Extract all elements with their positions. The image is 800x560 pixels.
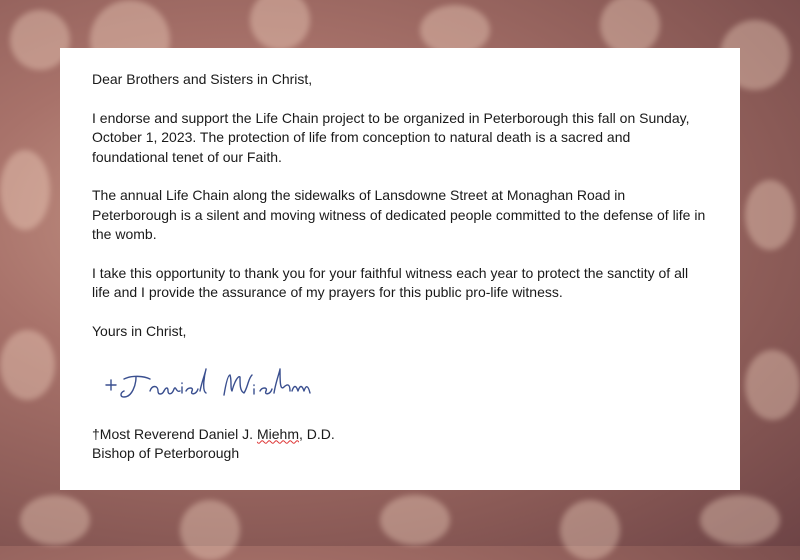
paragraph-thanks: I take this opportunity to thank you for your faithful witness each year to protect the sanctity of all life and I provide the assurance of my prayers for this public pro-life witness. — [92, 264, 689, 300]
paragraph-life-chain: The annual Life Chain along the sidewalks of Lansdowne Street at Monaghan Road in Peterborough is a silent and moving witness of dedicated people committed to the defense of life in the womb. — [92, 187, 706, 242]
signer-surname: Miehm — [256, 425, 299, 442]
closing: Yours in Christ, — [92, 322, 187, 339]
paragraph-endorsement: I endorse and support the Life Chain project to be organized in Peterborough this fall on Sunday, October 1, 2023. The protection of life from conception to natural death is a sacred and foundational tenet of our Faith. — [92, 109, 690, 165]
salutation: Dear Brothers and Sisters in Christ, — [92, 71, 313, 87]
letter-page — [60, 48, 740, 490]
signer-name-prefix: †Most Reverend Daniel J. — [92, 425, 257, 442]
signer-title: Bishop of Peterborough — [92, 445, 240, 461]
signer-block — [92, 425, 708, 464]
signer-name-suffix: , D.D. — [298, 425, 335, 442]
handwritten-signature — [102, 357, 362, 405]
signer-name — [92, 425, 708, 445]
